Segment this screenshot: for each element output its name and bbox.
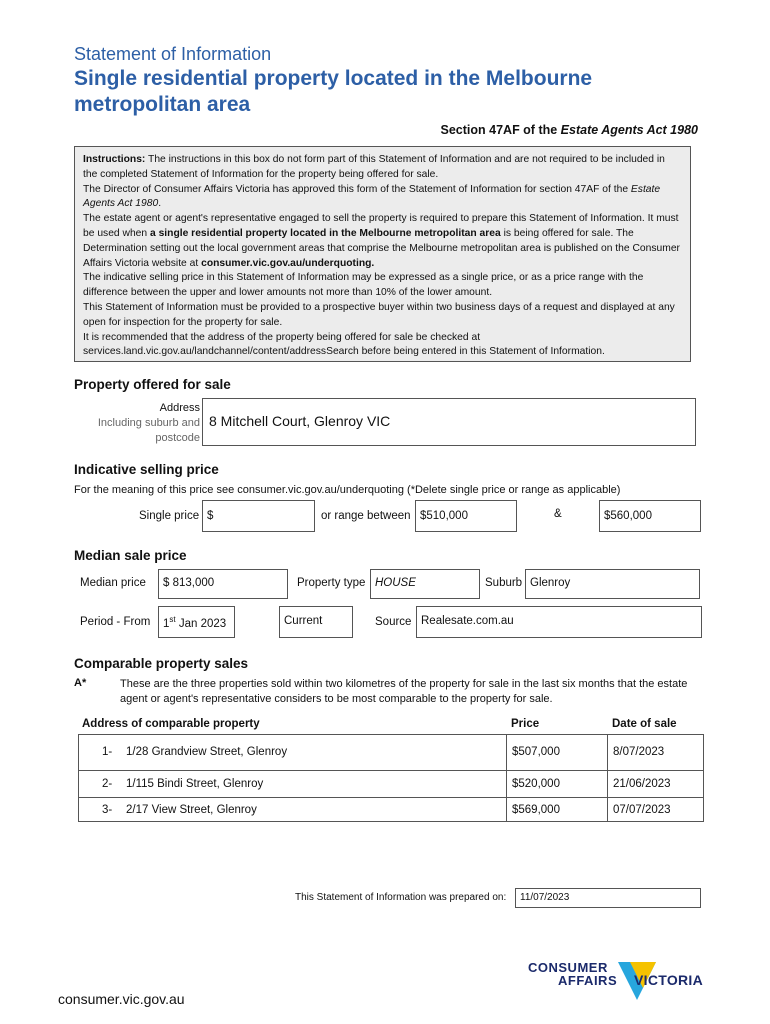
row3-address[interactable]: 2/17 View Street, Glenroy [126, 804, 257, 816]
instructions-p3-bold: a single residential property located in the Melbourne metropolitan area [149, 227, 501, 239]
median-heading: Median sale price [74, 548, 187, 563]
address-field[interactable]: 8 Mitchell Court, Glenroy VIC [202, 398, 696, 446]
col-header-address: Address of comparable property [82, 718, 260, 730]
suburb-label: Suburb [485, 577, 523, 589]
instructions-p1: The instructions in this box do not form part of this Statement of Information and are not required to be included in the completed Statement of Information for the property being offered for sale. [83, 154, 665, 180]
range-ampersand: & [554, 508, 562, 520]
period-from-field[interactable] [158, 606, 235, 638]
instructions-p2-end: . [158, 198, 162, 210]
document-title: Single residential property located in the Melbourne metropolitan area [74, 67, 593, 116]
table-divider-1 [506, 735, 507, 821]
row2-num: 2- [102, 778, 113, 790]
row1-price[interactable]: $507,000 [512, 746, 560, 758]
comparable-note: These are the three properties sold within two kilometres of the property for sale in the last six months that the estate agent or agent's representative considers to be most comparable to the property for sale. [120, 678, 688, 705]
row3-num: 3- [102, 804, 113, 816]
instructions-p2: The Director of Consumer Affairs Victoria has approved this form of the Statement of Information for section 47AF of the [83, 183, 631, 195]
period-from-rest: Jan 2023 [175, 617, 227, 630]
instructions-p4: The indicative selling price in this Statement of Information may be expressed as a single price, or as a price range with the difference between the upper and lower amounts not more than 10% of the lower amount. [83, 272, 644, 299]
logo-line-victoria: VICTORIA [634, 972, 704, 988]
property-type-field[interactable]: HOUSE [370, 569, 480, 599]
period-from-day: 1 [163, 617, 170, 630]
range-high-field[interactable]: $560,000 [599, 500, 701, 532]
median-price-label: Median price [80, 577, 146, 589]
table-rule-2 [79, 797, 703, 798]
row2-address[interactable]: 1/115 Bindi Street, Glenroy [126, 778, 264, 790]
source-label: Source [375, 616, 412, 628]
instructions-p3b: is being offered for sale. The Determination setting out the local government areas that comprise the Melbourne metropolitan area is published on the Consumer Affairs Victoria website at [83, 227, 680, 269]
instructions-label: Instructions: [83, 154, 146, 165]
comparable-table [78, 734, 704, 822]
indicative-heading: Indicative selling price [74, 462, 219, 477]
section-reference [441, 123, 698, 137]
row1-address[interactable]: 1/28 Grandview Street, Glenroy [126, 746, 288, 758]
row3-price[interactable]: $569,000 [512, 804, 560, 816]
row1-num: 1- [102, 746, 113, 758]
address-label: Address [159, 402, 200, 414]
range-label: or range between [321, 510, 411, 522]
instructions-box [74, 146, 691, 362]
col-header-date: Date of sale [612, 718, 677, 730]
instructions-p6: It is recommended that the address of the property being offered for sale be checked at services.land.vic.gov.au/landchannel/content/addressSearch before being entered in this Statement of Information. [83, 331, 605, 358]
logo-line-affairs: AFFAIRS [558, 973, 618, 988]
instructions-p5: This Statement of Information must be provided to a prospective buyer within two business days of a request and displayed at any open for inspection for the property for sale. [83, 301, 675, 328]
period-from-suffix: st [169, 615, 176, 624]
instructions-p3-link[interactable]: consumer.vic.gov.au/underquoting. [201, 257, 375, 269]
table-rule-1 [79, 770, 703, 771]
row3-date[interactable]: 07/07/2023 [613, 804, 671, 816]
single-price-label: Single price [139, 510, 200, 522]
section-prefix: Section 47AF of the [440, 123, 561, 137]
document-subtitle: Statement of Information [74, 44, 272, 64]
prepared-label: This Statement of Information was prepared on: [295, 892, 507, 903]
period-label: Period - From [80, 616, 151, 628]
period-to-field[interactable]: Current [279, 606, 353, 638]
row2-price[interactable]: $520,000 [512, 778, 560, 790]
source-field[interactable]: Realesate.com.au [416, 606, 702, 638]
table-divider-2 [607, 735, 608, 821]
indicative-note: For the meaning of this price see consumer.vic.gov.au/underquoting (*Delete single price or range as applicable) [74, 484, 621, 496]
address-sublabel-1: Including suburb and [97, 417, 200, 429]
comparable-marker: A* [74, 677, 87, 689]
property-heading: Property offered for sale [74, 377, 231, 392]
comparable-heading: Comparable property sales [74, 656, 249, 671]
property-type-label: Property type [297, 577, 366, 589]
row2-date[interactable]: 21/06/2023 [613, 778, 671, 790]
suburb-field[interactable]: Glenroy [525, 569, 700, 599]
consumer-affairs-logo [528, 958, 703, 1008]
address-sublabel-2: postcode [155, 432, 200, 444]
col-header-price: Price [511, 718, 540, 730]
instructions-p2-act: Estate Agents Act 1980 [83, 183, 661, 210]
single-price-field[interactable]: $ [202, 500, 315, 532]
prepared-date-field[interactable]: 11/07/2023 [515, 888, 701, 908]
section-act: Estate Agents Act 1980 [560, 123, 698, 137]
median-price-field[interactable]: $ 813,000 [158, 569, 288, 599]
range-low-field[interactable]: $510,000 [415, 500, 517, 532]
footer-url[interactable]: consumer.vic.gov.au [58, 991, 185, 1007]
row1-date[interactable]: 8/07/2023 [613, 746, 665, 758]
logo-line-consumer: CONSUMER [528, 960, 608, 975]
address-label-block [98, 401, 200, 446]
instructions-p3a: The estate agent or agent's representative engaged to sell the property is required to prepare this Statement of Information. It must be used when [83, 213, 679, 239]
